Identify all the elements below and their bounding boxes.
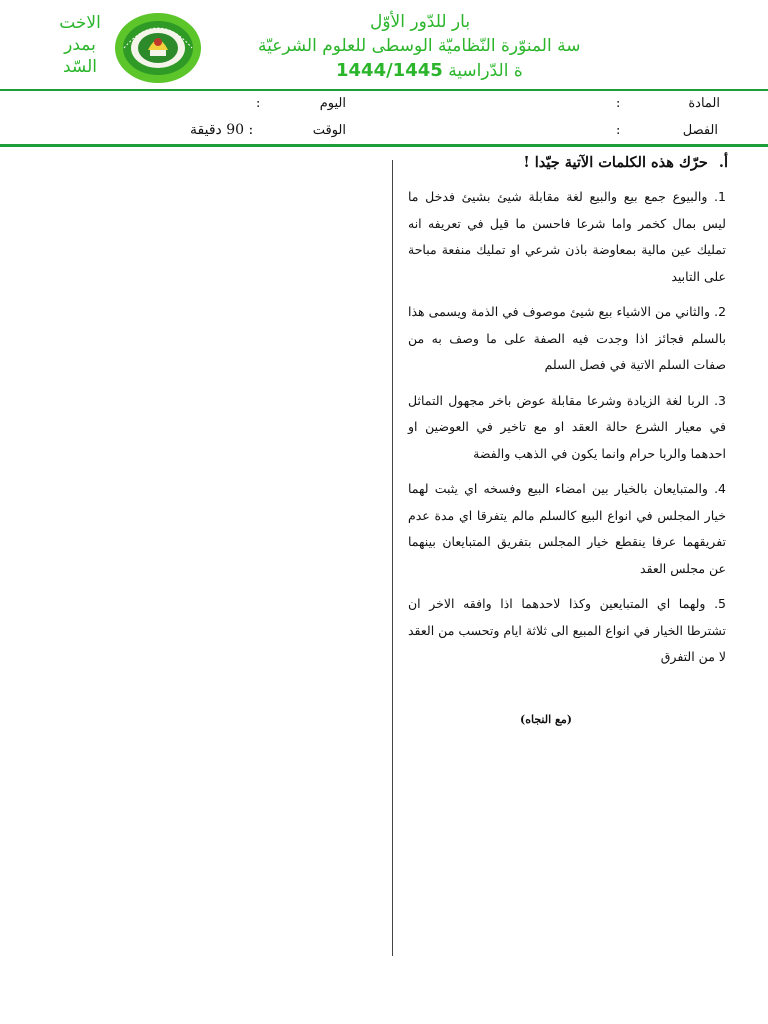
closing-note: (مع النجاه)	[520, 713, 572, 726]
school-logo	[114, 12, 202, 84]
header-left-line3: السّد	[63, 57, 97, 77]
paragraph-text: والبيوع جمع بيع والبيع لغة مقابلة شيئ بشيئ فدخل ما ليس بمال كخمر واما شرعا فاحسن ما قيل في تعريفه انه تمليك عين مالية بمعاوضة باذن شرعي او تمليك منفعة مباحة على التابيد	[408, 189, 726, 284]
header-title-line2: سة المنوّرة النّظاميّة الوسطى للعلوم الشرعيّة	[258, 36, 581, 56]
header-title-line3	[336, 60, 523, 81]
paragraph-1	[408, 184, 726, 290]
column-divider	[392, 160, 393, 956]
info-divider	[0, 144, 768, 147]
question-heading	[523, 154, 728, 171]
paragraph-4	[408, 476, 726, 582]
header-left-line2: بمدر	[64, 35, 96, 55]
day-colon: :	[256, 96, 261, 111]
header-left-line1: الاخت	[59, 13, 101, 33]
class-colon: :	[616, 123, 621, 138]
day-label: اليوم	[319, 96, 346, 111]
paragraph-text: الربا لغة الزيادة وشرعا مقابلة عوض باخر مجهول التماثل في معيار الشرع حالة العقد او مع تاخير في العوضين او احدهما والربا حرام وانما يكون في الذهب والفضة	[408, 392, 726, 461]
paragraph-3	[408, 388, 726, 468]
header-title-line1: بار للدّور الأوّل	[370, 12, 471, 32]
paragraph-2	[408, 299, 726, 379]
paragraph-text: والمتبايعان بالخيار بين امضاء البيع وفسخه اي يثبت لهما خيار المجلس في انواع البيع كالسلم مالم يتفرقا اي مدة عدم تفريقهما عرفا ينقطع خيار المجلس بتفريق المتبايعان بينهما عن مجلس العقد	[408, 481, 726, 576]
paragraph-text: والثاني من الاشياء بيع شيئ موصوف في الذمة ويسمى هذا بالسلم فجائز اذا وجدت فيه الصفة على ما وصف به من صفات السلم الاتية في فصل السلم	[408, 304, 726, 372]
subject-label: المادة	[688, 96, 720, 111]
question-label: أ.	[718, 154, 728, 171]
question-title: حرّك هذه الكلمات الآتية جيّدا !	[523, 154, 708, 171]
time-label: الوقت	[312, 123, 346, 138]
paragraph-number: 5.	[714, 596, 726, 611]
question-content	[408, 184, 726, 680]
class-label: الفصل	[682, 123, 718, 138]
paragraph-5	[408, 591, 726, 671]
paragraph-number: 1.	[714, 189, 726, 204]
paragraph-text: ولهما اي المتبايعين وكذا لاحدهما اذا وافقه الاخر ان تشترطا الخيار في انواع المبيع الى ثلاثة ايام وتحسب من العقد لا من التفرق	[408, 596, 726, 664]
header-divider	[0, 89, 768, 91]
subject-colon: :	[616, 96, 621, 111]
time-value: : 90 دقيقة	[190, 122, 254, 138]
paragraph-number: 3.	[714, 392, 726, 408]
paragraph-number: 4.	[714, 481, 726, 496]
header-left-text	[48, 12, 112, 78]
academic-year: 1444/1445	[336, 60, 443, 81]
academic-year-label: ة الدّراسية	[448, 61, 523, 81]
paragraph-number: 2.	[714, 304, 727, 319]
